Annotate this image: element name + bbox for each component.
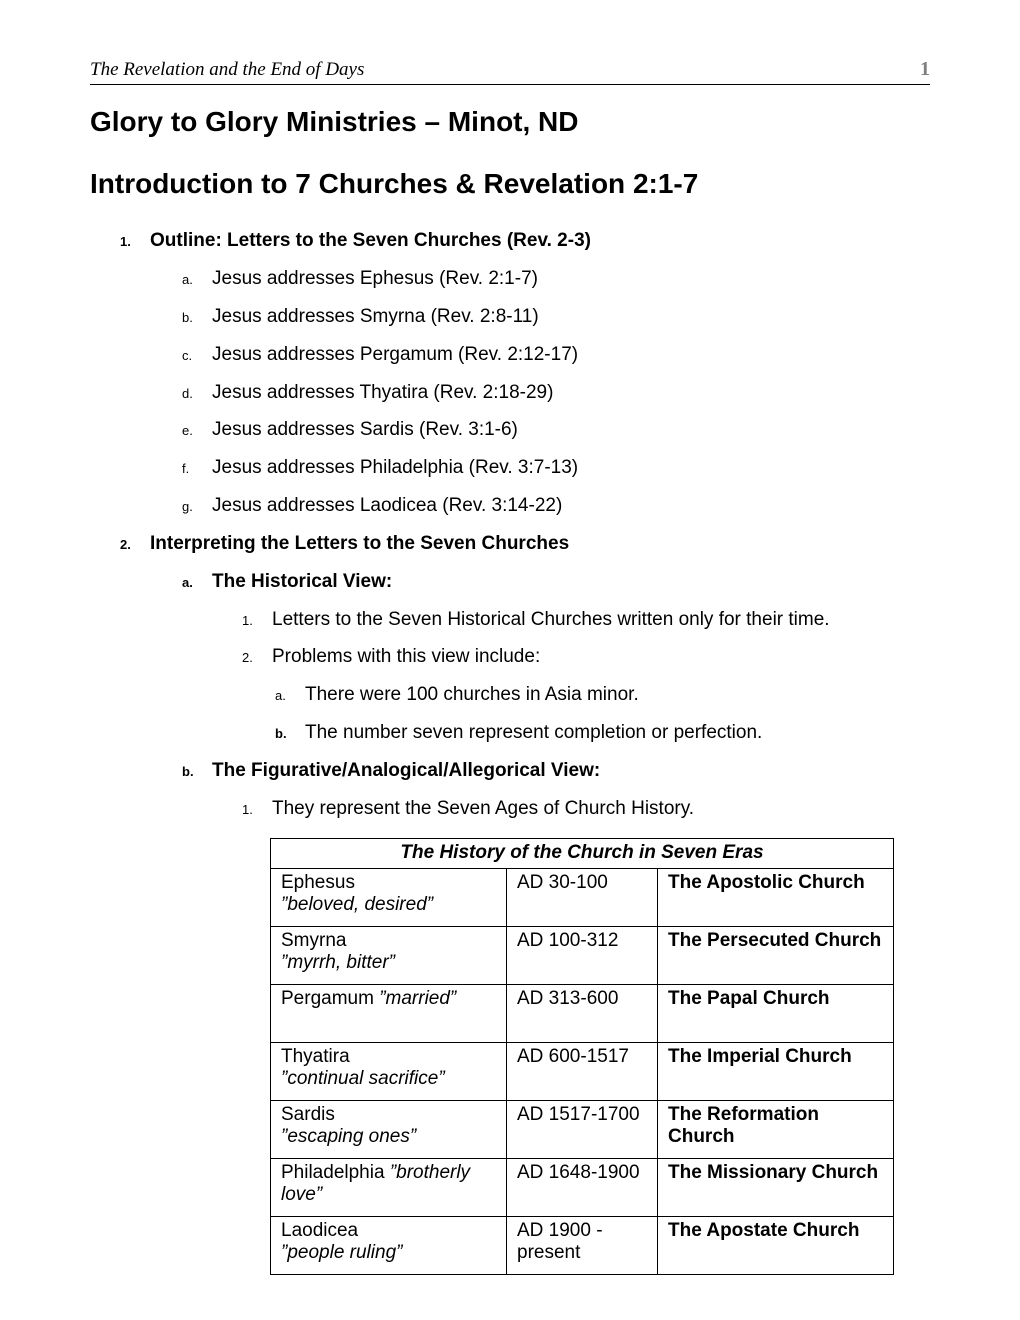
list-marker: 2.: [242, 650, 253, 666]
list-marker: c.: [182, 347, 193, 363]
outline-item: [90, 230, 930, 252]
church-name: Laodicea: [281, 1219, 359, 1241]
church-meaning: ”married”: [379, 987, 457, 1009]
church-name: Pergamum: [281, 987, 374, 1009]
list-text: The number seven represent completion or perfection.: [305, 722, 763, 744]
list-text: Letters to the Seven Historical Churches written only for their time.: [272, 608, 830, 630]
table-row: [271, 1042, 894, 1100]
document-header: [90, 58, 930, 85]
outline-item: [90, 495, 930, 517]
church-name: Thyatira: [281, 1045, 350, 1067]
list-text: The Figurative/Analogical/Allegorical View:: [212, 760, 601, 781]
church-cell: [271, 1158, 507, 1216]
outline-item: [90, 419, 930, 441]
table-row: [271, 926, 894, 984]
table-caption: The History of the Church in Seven Eras: [271, 838, 894, 868]
church-cell: [271, 984, 507, 1042]
list-marker: 1.: [242, 612, 253, 628]
main-title: Glory to Glory Ministries – Minot, ND: [90, 106, 579, 137]
outline-item: [90, 760, 930, 782]
list-text: There were 100 churches in Asia minor.: [305, 684, 639, 706]
outline-item: [90, 382, 930, 404]
period-cell: AD 100-312: [507, 926, 658, 984]
outline-item: [90, 722, 930, 744]
period-cell: AD 600-1517: [507, 1042, 658, 1100]
list-text: The Historical View:: [212, 570, 393, 592]
table-row: [271, 1158, 894, 1216]
period-cell: AD 30-100: [507, 868, 658, 926]
outline-item: [90, 344, 930, 366]
era-cell: The Papal Church: [658, 984, 894, 1042]
church-name: Smyrna: [281, 929, 347, 951]
church-name: Sardis: [281, 1103, 335, 1125]
outline-item: [90, 798, 930, 820]
list-marker: g.: [182, 499, 193, 515]
list-marker: a.: [182, 272, 193, 288]
list-marker: 1.: [242, 801, 253, 817]
church-name: Philadelphia: [281, 1161, 385, 1183]
church-name: Ephesus: [281, 871, 355, 893]
list-text: Problems with this view include:: [272, 646, 541, 668]
era-cell: The Apostate Church: [658, 1216, 894, 1274]
list-text: Jesus addresses Sardis (Rev. 3:1-6): [212, 419, 518, 441]
church-cell: [271, 1042, 507, 1100]
list-marker: f.: [182, 461, 190, 477]
list-marker: b.: [275, 726, 287, 742]
outline-item: [90, 268, 930, 290]
outline-item: [90, 306, 930, 328]
list-marker: e.: [182, 423, 193, 439]
period-cell: AD 1648-1900: [507, 1158, 658, 1216]
church-cell: [271, 1216, 507, 1274]
table-row: [271, 984, 894, 1042]
church-meaning: ”continual sacrifice”: [281, 1067, 445, 1089]
era-cell: The Apostolic Church: [658, 868, 894, 926]
list-text: Jesus addresses Thyatira (Rev. 2:18-29): [212, 381, 554, 403]
outline-item: [90, 533, 930, 555]
list-text: Jesus addresses Philadelphia (Rev. 3:7-13): [212, 457, 579, 479]
list-marker: 2.: [120, 536, 131, 552]
list-text: Jesus addresses Ephesus (Rev. 2:1-7): [212, 268, 538, 290]
church-cell: [271, 1100, 507, 1158]
list-marker: a.: [275, 688, 286, 704]
table-row: [271, 1100, 894, 1158]
list-marker: b.: [182, 309, 193, 325]
list-marker: b.: [182, 764, 194, 779]
church-meaning: ”myrrh, bitter”: [281, 951, 395, 973]
list-text: Jesus addresses Laodicea (Rev. 3:14-22): [212, 495, 563, 517]
church-cell: [271, 868, 507, 926]
list-text: They represent the Seven Ages of Church History.: [272, 797, 695, 819]
list-text: Interpreting the Letters to the Seven Churches: [150, 532, 570, 554]
outline-item: [90, 646, 930, 668]
church-meaning: ”people ruling”: [281, 1241, 403, 1263]
list-text: Jesus addresses Pergamum (Rev. 2:12-17): [212, 343, 579, 365]
church-meaning: ”escaping ones”: [281, 1125, 417, 1147]
era-cell: The Imperial Church: [658, 1042, 894, 1100]
list-text: Jesus addresses Smyrna (Rev. 2:8-11): [212, 305, 539, 327]
church-meaning: ”brotherly love”: [281, 1161, 471, 1205]
outline-item: [90, 457, 930, 479]
outline-item: [90, 684, 930, 706]
church-cell: [271, 926, 507, 984]
outline-list: [90, 230, 930, 820]
church-meaning: ”beloved, desired”: [281, 893, 434, 915]
list-marker: d.: [182, 385, 193, 401]
doc-header-title: The Revelation and the End of Days: [90, 59, 365, 80]
list-marker: a.: [182, 574, 193, 590]
period-cell: AD 1517-1700: [507, 1100, 658, 1158]
table-row: [271, 1216, 894, 1274]
outline-item: [90, 609, 930, 631]
page-number: 1: [920, 58, 930, 80]
period-cell: AD 1900 - present: [507, 1216, 658, 1274]
table-caption-row: [271, 838, 894, 868]
era-cell: The Missionary Church: [658, 1158, 894, 1216]
sub-title: Introduction to 7 Churches & Revelation 2:1-7: [90, 167, 699, 199]
history-table: [270, 838, 894, 1275]
list-marker: 1.: [120, 234, 131, 250]
period-cell: AD 313-600: [507, 984, 658, 1042]
outline-item: [90, 571, 930, 593]
list-text: Outline: Letters to the Seven Churches (Rev. 2-3): [150, 230, 591, 252]
table-row: [271, 868, 894, 926]
era-cell: The Reformation Church: [658, 1100, 894, 1158]
era-cell: The Persecuted Church: [658, 926, 894, 984]
